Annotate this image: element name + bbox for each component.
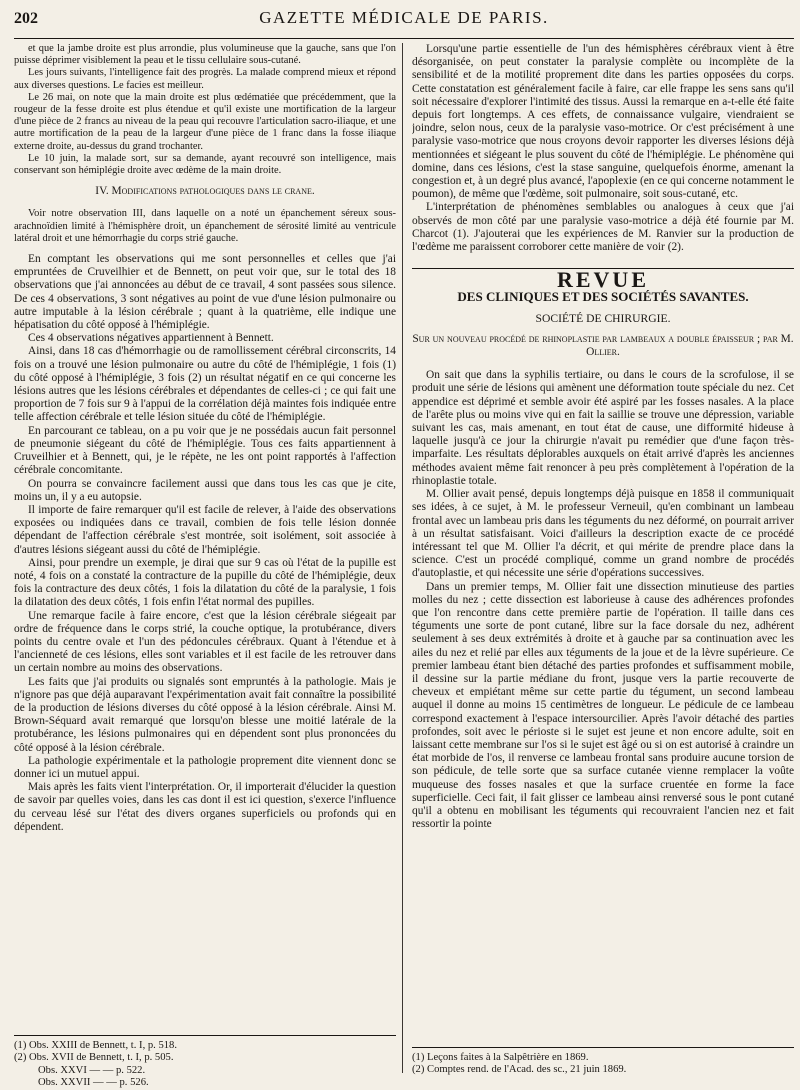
paragraph: L'interprétation de phénomènes semblables ou analogues à ceux que j'ai observés de mon côté par une paralysie vaso-motrice a déjà été fournie par M. Charcot (1). J'ajouterai que les expériences de M. Ranvier sur la production de l'œdème me paraissent corroborer cette manière de voir (2). — [412, 201, 794, 254]
paragraph: Le 26 mai, on note que la main droite est plus œdématiée que précédemment, que la rougeur de la fesse droite est plus étendue et qu'il existe une mortification de la largeur d'une pièce de 2 francs au niveau de la peau qui recouvre l'articulation sacro-iliaque, et une autre mortification de la peau de la largeur d'une pièce de 1 franc dans la fosse iliaque externe droite, au-dessus du grand trochanter. — [14, 91, 396, 152]
left-footnotes — [14, 1035, 396, 1090]
left-column-text — [14, 43, 396, 1035]
paragraph: Le 10 juin, la malade sort, sur sa demande, ayant recouvré son intelligence, mais conservant son hémiplégie droite avec œdème de la main droite. — [14, 152, 396, 177]
section-summary: Voir notre observation III, dans laquelle on a noté un épanchement séreux sous-arachnoïdien limité à l'hémisphère droit, un épanchement de sérosité limité au ventricule latéral droit et une hémorrhagie du corps strié gauche. — [14, 208, 396, 244]
running-head — [14, 8, 794, 39]
paragraph: Ces 4 observations négatives appartiennent à Bennett. — [28, 332, 274, 345]
paragraph: Il importe de faire remarquer qu'il est facile de relever, à l'aide des observations exposées ou indiquées dans ce travail, combien de fois telle lésion donnée dépendant de l'affection cérébrale s'est montrée, soit isolément, soit associée à d'autres lésions siégeant aussi du côté de l'hémiplégie. — [14, 503, 396, 556]
right-footnotes — [412, 1047, 794, 1077]
two-column-body — [14, 43, 794, 1090]
footnote: (2) Obs. XVII de Bennett, t. I, p. 505. — [14, 1052, 174, 1064]
footnote: (1) Leçons faites à la Salpêtrière en 1869. — [412, 1052, 589, 1063]
paragraph: M. Ollier avait pensé, depuis longtemps déjà puisque en 1858 il communiquait ses idées, à ce sujet, à M. le professeur Verneuil, qu'en combinant un lambeau frontal avec un lambeau pris dans les téguments du nez déformé, on pourrait arriver à un résultat satisfaisant. Voici d'ailleurs la description exacte de ce procédé intéressant tel que M. Ollier l'a décrit, et qui mérite de prendre place dans la science. C'est un procédé compliqué, comme un grand nombre de procédés d'autoplastie, et qui nécessite une série d'opérations successives. — [412, 488, 794, 580]
article-title: Sur un nouveau procédé de rhinoplastie par lambeaux a double épaisseur ; par M. Ollier. — [412, 332, 794, 359]
paragraph: En comptant les observations qui me sont personnelles et celles que j'ai empruntées de Cruveilhier et de Bennett, on peut voir que, sur le total des 18 observations que j'ai annoncées au début de ce travail, 4 sont passées sous silence. De ces 4 observations, 3 sont négatives au point de vue d'une lésion pulmonaire ou autre imputable à la lésion cérébrale ; quant à la quatrième, elle indique une hépatisation du côté opposé à l'hémiplégie. — [14, 253, 396, 332]
right-column — [412, 43, 794, 1090]
paragraph: En parcourant ce tableau, on a pu voir que je ne possédais aucun fait personnel de pneumonie siégeant du côté de l'hémiplégie. Tous ces faits appartiennent à Cruveilhier et à Bennett, qui, je le répète, ne les ont point rapportés à l'affection cérébrale concomitante. — [14, 424, 396, 477]
right-column-text — [412, 43, 794, 1047]
page-number: 202 — [14, 10, 38, 27]
paragraph: Ainsi, dans 18 cas d'hémorrhagie ou de ramollissement cérébral circonscrits, 14 fois on a trouvé une lésion pulmonaire ou autre du côté de l'hémiplégie, 1 fois (1) du côté opposé à l'hémiplégie, 3 fois (2) un résultat négatif en ce qui concerne les lésions autres que les lésions cérébrales et dépendantes de celles-ci ; ce qui fait une proportion de 7 fois sur 9 à l'appui de la corrélation déjà maintes fois indiquée entre telle affection cérébrale et telle lésion située du côté de l'hémiplégie. — [14, 345, 396, 424]
left-column — [14, 43, 396, 1090]
footnote: (1) Obs. XXIII de Bennett, t. I, p. 518. — [14, 1040, 177, 1051]
paragraph: On sait que dans la syphilis tertiaire, ou dans le cours de la scrofulose, il se produit une série de lésions qui amènent une déformation toute spéciale du nez. Cet appendice est déprimé et semble avoir été aspiré par les fosses nasales. A la place de l'arête plus ou moins vive qui en fait la saillie se trouve une dépression, variable suivant les cas, mais amenant, en tout état de cause, une difformité hideuse à laquelle jusqu'à ce jour la chirurgie n'avait pu remédier que d'une façon très-imparfaite. Les résultats déplorables auxquels on était arrivé d'après les anciennes méthodes avaient même fait renoncer à peu près complètement à l'opération de la rhinoplastie totale. — [412, 369, 794, 487]
footnote: Obs. XXVII — — p. 526. — [38, 1077, 149, 1089]
footnote: (2) Comptes rend. de l'Acad. des sc., 21 juin 1869. — [412, 1064, 627, 1076]
paragraph: Les faits que j'ai produits ou signalés sont empruntés à la pathologie. Mais je n'ignore pas que déjà auparavant l'expérimentation avait fait connaître la possibilité de la production de lésions diverses du côté opposé à la lésion cérébrale. Ainsi M. Brown-Séquard avait remarqué que lorsqu'on blesse une moitié latérale de la protubérance, les lésions pulmonaires qui en dépendent sont plus prononcées du côté opposé à la lésion cérébrale. — [14, 675, 396, 754]
paragraph: Mais après les faits vient l'interprétation. Or, il importerait d'élucider la question de savoir par quelles voies, dans les cas dont il est ici question, s'exerce l'influence du cerveau lésé sur l'état des divers organes superficiels ou profonds qui en dépendent. — [14, 781, 396, 833]
revue-section-header — [412, 268, 794, 325]
section-heading: IV. Modifications pathologiques dans le crane. — [95, 185, 315, 198]
revue-title: REVUE — [412, 268, 794, 286]
paragraph: Les jours suivants, l'intelligence fait des progrès. La malade comprend mieux et répond aux diverses questions. Le facies est meilleur. — [14, 67, 396, 91]
revue-subtitle: DES CLINIQUES ET DES SOCIÉTÉS SAVANTES. — [457, 289, 749, 305]
paragraph: Lorsqu'une partie essentielle de l'un des hémisphères cérébraux vient à être désorganisée, on peut constater la paralysie complète ou incomplète de la sensibilité et de la motilité proprement dite dans les parties opposées du corps. Cette constatation est généralement facile à faire, car elle frappe les sens sans qu'il soit nécessaire d'explorer l'intimité des tissus. Aussi la remarque en a-t-elle été faite depuis fort longtemps. A ces effets, de connaissance vulgaire, viendraient se joindre, selon nous, ceux de la paralysie vaso-motrice. Or c'est précisément à une paralysie vaso-motrice que nous croyons devoir rapporter les diverses lésions déjà mentionnées et siégeant le plus souvent du côté de l'hémiplégie. Le phénomène qui domine, dans ces lésions, c'est la stase sanguine, quelquefois énorme, amenant la congestion et, à un degré plus avancé, l'apoplexie (en ce qui concerne notamment le poumon), de même que l'œdème, soit pulmonaire, soit sous-cutané, etc. — [412, 43, 794, 201]
paragraph: Une remarque facile à faire encore, c'est que la lésion cérébrale siégeait par ordre de fréquence dans le corps strié, la couche optique, la protubérance, divers points du centre ovale et l'un des pédoncules cérébraux. Quant à l'étendue et à l'ancienneté de ces lésions, elles sont variables et il est facile de les retrouver dans un certain nombre au moins des observations. — [14, 609, 396, 675]
journal-title: GAZETTE MÉDICALE DE PARIS. — [259, 8, 549, 27]
column-divider — [402, 43, 403, 1073]
society-name: SOCIÉTÉ DE CHIRURGIE. — [535, 311, 671, 325]
footnote: Obs. XXVI — — p. 522. — [38, 1064, 146, 1076]
paragraph: Ainsi, pour prendre un exemple, je dirai que sur 9 cas où l'état de la pupille est noté, 4 fois on a constaté la contracture de la pupille du côté de l'hémiplégie, deux fois la contracture des deux côtés, 1 fois la dilatation du côté de la paralysie, 1 fois la dilatation des deux côtés, 1 fois enfin l'état normal des pupilles. — [14, 556, 396, 609]
paragraph: La pathologie expérimentale et la pathologie proprement dite viennent donc se donner ici un mutuel appui. — [14, 754, 396, 780]
paragraph: et que la jambe droite est plus arrondie, plus volumineuse que la gauche, sans que l'on puisse déprimer visiblement la peau et le tissu cellulaire sous-cutané. — [14, 43, 396, 67]
paragraph: Dans un premier temps, M. Ollier fait une dissection minutieuse des parties molles du nez ; cette dissection est laborieuse à cause des adhérences profondes que l'on rencontre dans cette première partie de l'opération. Il taille dans ces téguments une sorte de pont cutané, libre sur la face dorsale du nez, adhérent seulement à ses deux extrémités à droite et à gauche par sa continuation avec les ailes du nez et relié par elles aux téguments de la joue et de la lèvre supérieure. Ce premier lambeau étant bien détaché des parties profondes et suffisamment mobile, il dessine sur la partie médiane du front, jusque vers la partie recouverte de cheveux et empiétant même sur cette partie du tégument, un second lambeau auquel il donne au moins 15 centimètres de longueur. Le pédicule de ce lambeau correspond exactement à l'espace intersourcilier. Après l'avoir détaché des parties profondes, soit avec le périoste si le sujet est jeune et non encore adulte, soit en laissant cette membrane sur l'os si le sujet est âgé ou si on est autorisé à craindre un état morbide de l'os, il renverse ce lambeau frontal sans produire aucune torsion de son pédicule, de telle sorte que sa surface cutanée vienne remplacer la voûte muqueuse des fosses nasales et que la surface cruentée en forme la face superficielle. Ceci fait, il fait glisser ce lambeau ainsi renversé sous le pont cutané qu'il a obtenu en mobilisant les téguments qui recouvraient l'ancien nez et fait ressortir la pointe — [412, 580, 794, 831]
paragraph: On pourra se convaincre facilement aussi que dans tous les cas que je cite, moins un, il y a eu autopsie. — [14, 477, 396, 503]
